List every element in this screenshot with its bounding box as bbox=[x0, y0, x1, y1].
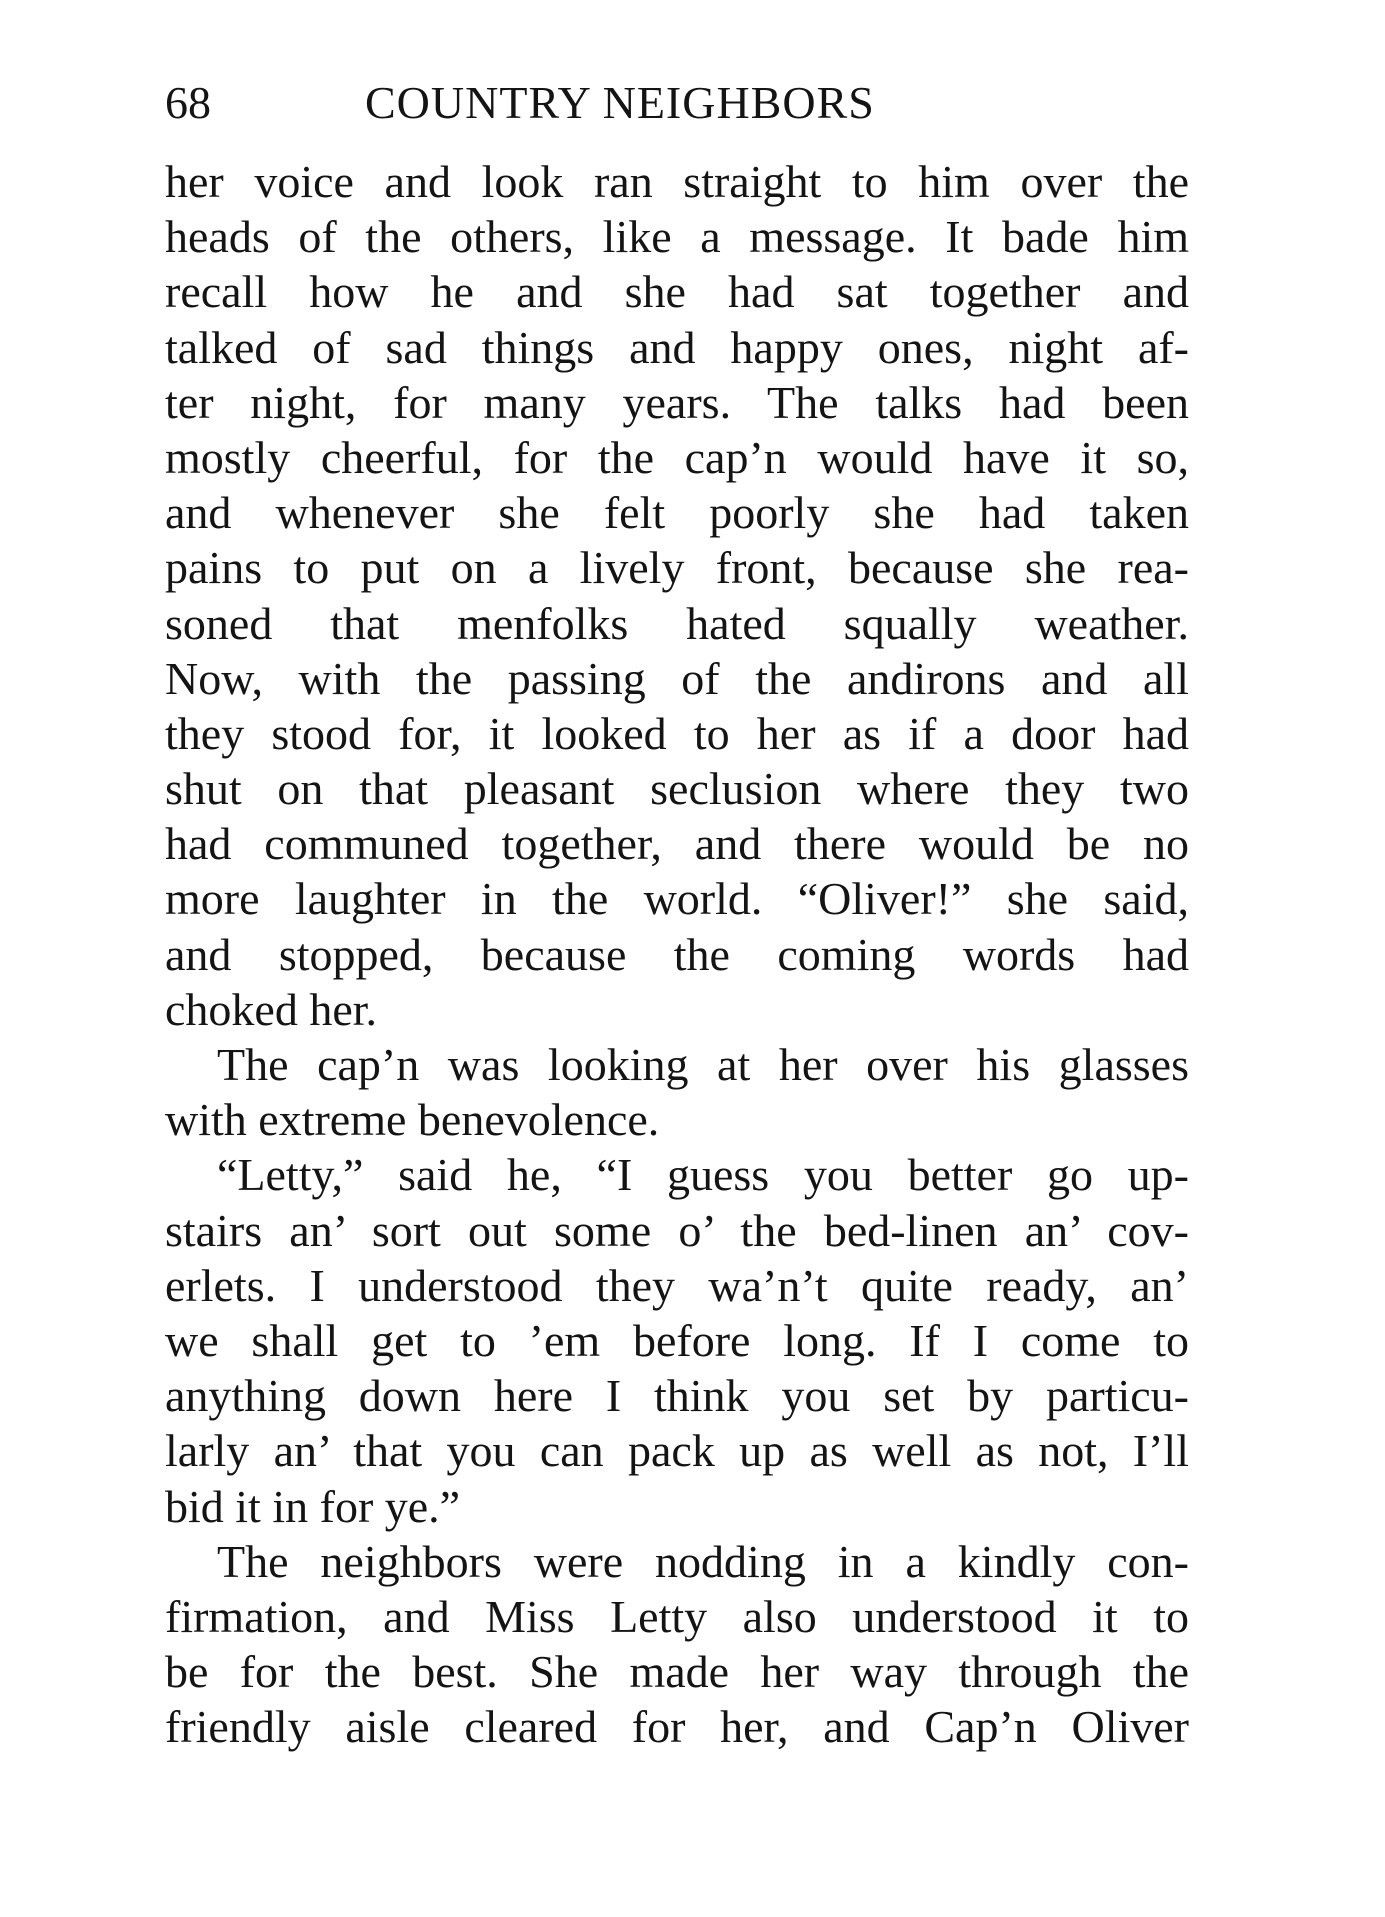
text-line: ter night, for many years. The talks had been bbox=[165, 376, 1189, 428]
text-line: with extreme benevolence. bbox=[165, 1094, 660, 1146]
text-line: larly an’ that you can pack up as well as not, I’ll bbox=[165, 1425, 1189, 1477]
text-line: friendly aisle cleared for her, and Cap’n Oliver bbox=[165, 1701, 1189, 1753]
text-line: erlets. I understood they wa’n’t quite ready, an’ bbox=[165, 1259, 1189, 1311]
text-line: choked her. bbox=[165, 983, 378, 1035]
text-line: her voice and look ran straight to him over the bbox=[165, 156, 1189, 207]
text-line: shut on that pleasant seclusion where they two bbox=[165, 763, 1189, 815]
text-line: “Letty,” said he, “I guess you better go up- bbox=[217, 1149, 1189, 1201]
text-line: we shall get to ’em before long. If I come to bbox=[165, 1314, 1189, 1366]
text-line: stairs an’ sort out some o’ the bed-linen an’ cov- bbox=[165, 1204, 1189, 1256]
text-line: bid it in for ye.” bbox=[165, 1480, 461, 1532]
text-line: anything down here I think you set by particu- bbox=[165, 1370, 1189, 1422]
text-line: mostly cheerful, for the cap’n would have it so, bbox=[165, 431, 1189, 483]
page-number: 68 bbox=[165, 77, 211, 128]
text-line: The neighbors were nodding in a kindly con- bbox=[217, 1535, 1189, 1587]
text-line: and whenever she felt poorly she had taken bbox=[165, 487, 1189, 539]
text-line: recall how he and she had sat together and bbox=[165, 266, 1189, 318]
text-line: The cap’n was looking at her over his glasses bbox=[217, 1039, 1189, 1090]
text-line: and stopped, because the coming words had bbox=[165, 928, 1189, 980]
text-line: be for the best. She made her way through the bbox=[165, 1646, 1189, 1698]
text-line: soned that menfolks hated squally weather. bbox=[165, 597, 1189, 649]
text-line: heads of the others, like a message. It bade him bbox=[165, 211, 1189, 263]
text-line: they stood for, it looked to her as if a door had bbox=[165, 707, 1189, 759]
text-line: Now, with the passing of the andirons and all bbox=[165, 652, 1189, 704]
text-line: talked of sad things and happy ones, night af- bbox=[165, 321, 1189, 373]
text-line: more laughter in the world. “Oliver!” she said, bbox=[165, 873, 1189, 925]
body-text bbox=[165, 154, 1189, 1754]
running-title: COUNTRY NEIGHBORS bbox=[365, 77, 875, 128]
text-line: pains to put on a lively front, because she rea- bbox=[165, 542, 1189, 594]
text-line: had communed together, and there would be no bbox=[165, 818, 1189, 870]
text-line: firmation, and Miss Letty also understood it to bbox=[165, 1590, 1189, 1642]
page-header bbox=[165, 68, 1185, 138]
